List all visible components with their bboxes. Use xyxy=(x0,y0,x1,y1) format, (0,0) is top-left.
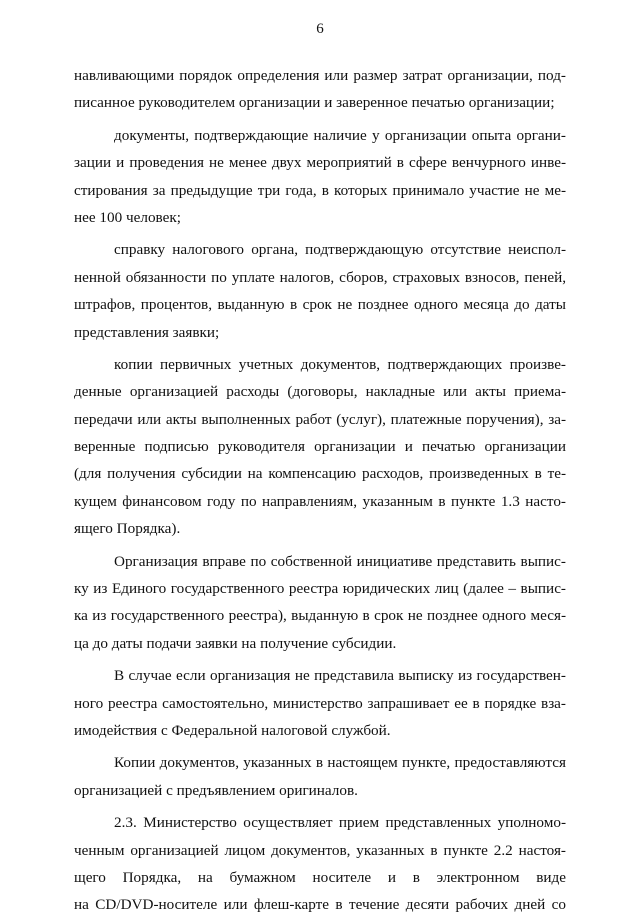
text-line: организацией с предъявлением оригиналов. xyxy=(74,781,358,799)
text-line: ку из Единого государственного реестра юридических лиц (далее – выпис- xyxy=(74,580,566,598)
text-line: имодействия с Федеральной налоговой службой. xyxy=(74,721,391,739)
text-line: ного реестра самостоятельно, министерство запрашивает ее в порядке вза- xyxy=(74,694,566,712)
text-line: ка из государственного реестра), выданную в срок не позднее одного меся- xyxy=(74,607,566,625)
text-line: писанное руководителем организации и заверенное печатью организации; xyxy=(74,94,555,112)
text-line: ченным организацией лицом документов, указанных в пункте 2.2 настоя- xyxy=(74,841,566,859)
text-line: ненной обязанности по уплате налогов, сборов, страховых взносов, пеней, xyxy=(74,268,566,286)
text-line: нее 100 человек; xyxy=(74,208,181,226)
text-line: на CD/DVD-носителе или флеш-карте в течение десяти рабочих дней со xyxy=(74,896,566,914)
text-line: справку налогового органа, подтверждающую отсутствие неиспол- xyxy=(114,241,566,259)
text-line: щего Порядка, на бумажном носителе и в электронном виде xyxy=(74,868,566,886)
text-line: (для получения субсидии на компенсацию расходов, произведенных в те- xyxy=(74,465,566,483)
text-line: документы, подтверждающие наличие у организации опыта органи- xyxy=(114,126,566,144)
text-line: стирования за предыдущие три года, в которых принимало участие не ме- xyxy=(74,181,566,199)
text-line: ца до даты подачи заявки на получение субсидии. xyxy=(74,634,397,652)
text-line: копии первичных учетных документов, подтверждающих произве- xyxy=(114,355,566,373)
document-body xyxy=(74,62,566,919)
text-line: 2.3. Министерство осуществляет прием представленных уполномо- xyxy=(114,814,566,832)
text-line: ящего Порядка). xyxy=(74,520,181,538)
text-line: кущем финансовом году по направлениям, указанным в пункте 1.3 насто- xyxy=(74,492,566,510)
text-line: Организация вправе по собственной инициативе представить выпис- xyxy=(114,552,566,570)
text-line: навливающими порядок определения или размер затрат организации, под- xyxy=(74,67,566,84)
text-line: штрафов, процентов, выданную в срок не позднее одного месяца до даты xyxy=(74,296,566,314)
page-number: 6 xyxy=(316,21,324,37)
text-line: веренные подписью руководителя организации и печатью организации xyxy=(74,438,566,456)
text-line: В случае если организация не представила выписку из государствен- xyxy=(114,667,566,685)
text-line: представления заявки; xyxy=(74,323,220,341)
text-line: передачи или акты выполненных работ (услуг), платежные поручения), за- xyxy=(74,410,566,428)
text-line: денные организацией расходы (договоры, накладные или акты приема- xyxy=(74,383,566,401)
text-line: зации и проведения не менее двух мероприятий в сфере венчурного инве- xyxy=(74,154,566,172)
text-line: Копии документов, указанных в настоящем пункте, предоставляются xyxy=(114,754,566,772)
